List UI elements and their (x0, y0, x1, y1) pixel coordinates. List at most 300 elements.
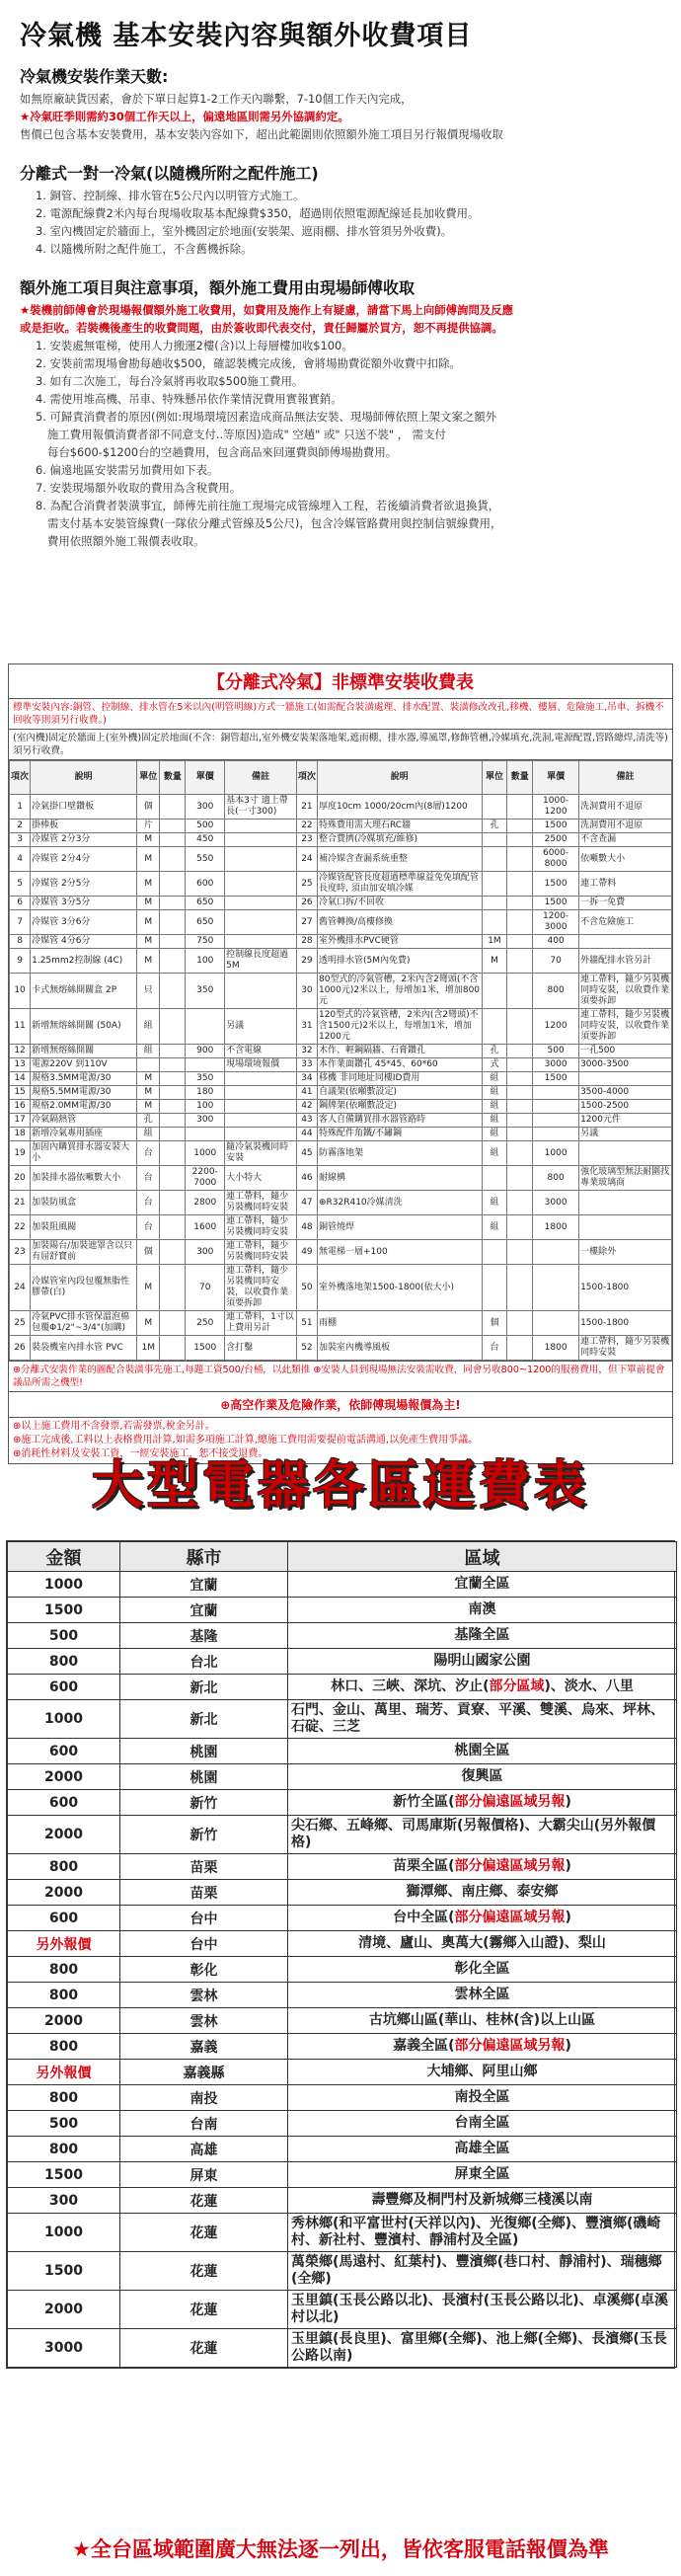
table-cell: 1200-3000 (533, 910, 579, 935)
table-cell: M (137, 897, 160, 910)
table-row (10, 1166, 672, 1191)
table-cell: 組 (137, 1045, 160, 1058)
split-item: 1. 銅管、控制線、排水管在5公尺內以明管方式施工。 (36, 189, 305, 202)
table-row (8, 2111, 677, 2137)
freight-amount: 1500 (8, 2162, 120, 2188)
table-cell: 22 (296, 820, 317, 833)
extra-item: 施工費用報價消費者卻不同意支付..等原因)造成" 空趟" 或" 只送不裝" ， 需支付 (47, 428, 446, 441)
table-cell: 7 (10, 910, 31, 935)
fee-table-header-cell: 項次 (296, 761, 317, 795)
table-cell: 防霧落地架 (317, 1141, 482, 1166)
table-row (10, 910, 672, 935)
table-cell: 台 (137, 1141, 160, 1166)
basic-lines (20, 90, 661, 143)
table-cell: 冷媒管 3分5分 (31, 897, 137, 910)
table-cell (507, 1141, 533, 1166)
table-cell: 18 (10, 1128, 31, 1141)
table-row (8, 1816, 677, 1854)
freight-amount: 2000 (8, 1816, 120, 1854)
table-row (10, 1128, 672, 1141)
table-row (8, 2329, 677, 2368)
table-cell (482, 974, 507, 1009)
freight-table-header (8, 1542, 677, 1572)
table-cell (482, 910, 507, 935)
table-cell (225, 935, 297, 949)
freight-city: 台南 (120, 2111, 288, 2137)
table-cell: 1200 (533, 1009, 579, 1045)
freight-city: 花蓮 (120, 2214, 288, 2252)
freight-amount: 500 (8, 1623, 120, 1649)
extra-heading: 額外施工項目與注意事項，額外施工費用由現場師傅收取 (20, 278, 416, 297)
freight-area-text: 陽明山國家公園 (433, 1653, 531, 1669)
split-heading: 分離式一對一冷氣(以隨機所附之配件施工) (20, 164, 319, 183)
table-cell (160, 949, 186, 974)
table-cell (160, 847, 186, 872)
table-cell (507, 1100, 533, 1114)
table-row (8, 2162, 677, 2188)
table-cell (225, 1114, 297, 1128)
table-cell: 6000-8000 (533, 847, 579, 872)
table-cell: 30 (296, 974, 317, 1009)
table-row (8, 1700, 677, 1739)
table-row (10, 1086, 672, 1100)
table-cell: 組 (137, 1009, 160, 1045)
freight-city: 台中 (120, 1931, 288, 1957)
table-cell: 120型式的冷氣管槽，2米內(含2彎頭)不含1500元)2米以上，每增加1米，增加1200元 (317, 1009, 482, 1045)
table-cell: 1200元件 (579, 1114, 672, 1128)
table-cell: 300 (186, 1114, 225, 1128)
table-cell (507, 897, 533, 910)
table-cell (507, 1240, 533, 1265)
table-cell: 21 (296, 795, 317, 820)
table-cell (160, 1240, 186, 1265)
freight-area (288, 1957, 677, 1983)
table-cell: 10 (10, 974, 31, 1009)
freight-area (288, 2111, 677, 2137)
table-cell (160, 1128, 186, 1141)
table-cell: 1.25mm2控制線 (4C) (31, 949, 137, 974)
table-cell: 1500-2500 (579, 1100, 672, 1114)
table-cell: 1800 (533, 1215, 579, 1240)
table-cell: 24 (296, 847, 317, 872)
freight-city: 花蓮 (120, 2188, 288, 2214)
table-cell: 連工帶料，隨少另裝機同時安裝 (225, 1240, 297, 1265)
extra-item: 1. 安裝處無電梯，使用人力搬運2樓(含)以上每層樓加收$100。 (36, 339, 353, 352)
table-cell: 台 (137, 1191, 160, 1215)
table-cell: 自議架(依噸數設定) (317, 1086, 482, 1100)
freight-city: 桃園 (120, 1739, 288, 1764)
table-cell: 強化玻璃型無法耐圍找專業玻璃商 (579, 1166, 672, 1191)
freight-city: 彰化 (120, 1957, 288, 1983)
freight-area-text: 新竹全區( (393, 1794, 455, 1810)
table-cell: 17 (10, 1114, 31, 1128)
table-row (10, 897, 672, 910)
freight-area-text: 大埔鄉、阿里山鄉 (426, 2064, 538, 2079)
table-cell: 室外機落地架1500-1800(依大小) (317, 1265, 482, 1311)
table-row (10, 1141, 672, 1166)
table-cell: 14 (10, 1072, 31, 1086)
split-block (20, 161, 661, 258)
table-cell (579, 1215, 672, 1240)
freight-city: 南投 (120, 2085, 288, 2111)
table-cell: 孔 (137, 1114, 160, 1128)
table-cell: 木作、輕鋼隔牆、石膏鑽孔 (317, 1045, 482, 1058)
table-cell (507, 833, 533, 847)
table-cell (482, 897, 507, 910)
top-section (0, 0, 681, 652)
table-cell (482, 847, 507, 872)
table-cell (533, 1240, 579, 1265)
table-cell (160, 872, 186, 897)
table-cell: 1500 (533, 1072, 579, 1086)
table-cell: 鋼牌架(依噸數設定) (317, 1100, 482, 1114)
table-cell: 耐線構 (317, 1166, 482, 1191)
fee-table-title: 【分離式冷氣】非標準安裝收費表 (9, 664, 672, 699)
table-cell (225, 820, 297, 833)
freight-amount: 1500 (8, 2252, 120, 2291)
table-cell: 連工帶料 (579, 872, 672, 897)
table-cell: 冷媒管配管長度超過標準線益免免填配管長度時, 須由加安填冷媒 (317, 872, 482, 897)
split-item: 2. 電源配線費2米內每台現場收取基本配線費$350，超過則依照電源配線延長加收費用。 (36, 206, 480, 220)
table-row (10, 820, 672, 833)
table-row (8, 2252, 677, 2291)
freight-city: 宜蘭 (120, 1598, 288, 1623)
table-cell (533, 1128, 579, 1141)
table-row (8, 2214, 677, 2252)
table-cell (579, 1072, 672, 1086)
table-cell (507, 1191, 533, 1215)
freight-header-cell: 金額 (8, 1542, 120, 1572)
table-cell: 冷媒管 3分6分 (31, 910, 137, 935)
table-cell (160, 1336, 186, 1361)
freight-amount: 另外報價 (8, 2060, 120, 2085)
table-cell: 洗洞費用不退原 (579, 795, 672, 820)
table-cell: 49 (296, 1240, 317, 1265)
table-cell (507, 1009, 533, 1045)
table-cell (533, 1114, 579, 1128)
freight-area-text: 林口、三峽、深坑、汐止( (331, 1678, 490, 1694)
freight-area (288, 1790, 677, 1816)
table-cell: 連工帶料，隨少另裝機同時安裝，以收費作業須要拆卸 (225, 1265, 297, 1311)
table-cell (507, 1128, 533, 1141)
table-row (10, 1058, 672, 1072)
fee-table-header-cell: 備註 (579, 761, 672, 795)
table-row (10, 1336, 672, 1361)
freight-area (288, 1700, 677, 1739)
table-cell: 一拆一免費 (579, 897, 672, 910)
freight-area-text: 獅潭鄉、南庄鄉、泰安鄉 (406, 1884, 559, 1900)
fee-table-header-cell: 單位 (482, 761, 507, 795)
fee-table-panel (8, 664, 673, 1464)
freight-area-text: 嘉義全區( (393, 2038, 455, 2054)
table-row (10, 1215, 672, 1240)
table-row (10, 1045, 672, 1058)
table-cell (160, 795, 186, 820)
table-cell: 13 (10, 1058, 31, 1072)
table-cell: 連工帶料，隨少另裝機同時安裝 (225, 1215, 297, 1240)
table-cell: 3000 (533, 1058, 579, 1072)
table-cell: 特殊配件角鐵/不鏽鋼 (317, 1128, 482, 1141)
table-cell: 另議 (225, 1009, 297, 1045)
table-cell (160, 910, 186, 935)
table-cell (225, 833, 297, 847)
freight-area (288, 2060, 677, 2085)
table-cell: 20 (10, 1166, 31, 1191)
freight-area (288, 1623, 677, 1649)
table-cell (160, 833, 186, 847)
table-cell: 加裝防風盒 (31, 1191, 137, 1215)
extra-item: 每台$600-$1200台的空趟費用，包含商品來回運費與師傅場勘費用。 (47, 445, 398, 459)
table-cell (160, 935, 186, 949)
table-cell (482, 872, 507, 897)
extra-block (20, 275, 661, 550)
table-cell: M (137, 949, 160, 974)
table-cell: 銅管燒焊 (317, 1215, 482, 1240)
table-cell: 掛棒板 (31, 820, 137, 833)
table-cell: 孔 (482, 820, 507, 833)
table-cell (225, 847, 297, 872)
table-cell: 雨棚 (317, 1311, 482, 1336)
table-cell: 厚度10cm 1000/20cm內(8層)1200 (317, 795, 482, 820)
table-cell (160, 1058, 186, 1072)
table-cell: 80型式的冷氣管槽，2米內含2彎頭(不含1000元)2米以上，每增加1米，增加800元 (317, 974, 482, 1009)
table-cell: 不含查漏 (579, 833, 672, 847)
freight-city: 苗栗 (120, 1854, 288, 1880)
freight-area-text: 宜蘭全區 (454, 1576, 510, 1592)
freight-city: 新北 (120, 1675, 288, 1700)
table-cell (225, 1072, 297, 1086)
freight-area (288, 2252, 677, 2291)
table-cell (482, 1240, 507, 1265)
table-cell (225, 1100, 297, 1114)
table-cell: 組 (482, 1215, 507, 1240)
freight-area (288, 1816, 677, 1854)
split-lines (20, 187, 661, 258)
table-cell: 1500-1800 (579, 1265, 672, 1311)
table-cell: 電源220V 到110V (31, 1058, 137, 1072)
table-cell (507, 872, 533, 897)
table-cell: 組 (482, 1086, 507, 1100)
table-cell: 52 (296, 1336, 317, 1361)
basic-line: ★冷氣旺季則需約30個工作天以上，偏遠地區則需另外協調約定。 (20, 110, 349, 123)
table-cell: 冷媒管 2分4分 (31, 847, 137, 872)
table-cell: 9 (10, 949, 31, 974)
freight-area-text: 苗栗全區( (393, 1858, 455, 1874)
table-cell (507, 1336, 533, 1361)
table-row (10, 1114, 672, 1128)
table-cell: 26 (10, 1336, 31, 1361)
table-cell: 750 (186, 935, 225, 949)
table-cell: 8 (10, 935, 31, 949)
fee-foot-line: ⊕施工完成後,工料以上表格費用計算,如需多項施工計算,總施工費用需要提前電話溝通,以免產生費用爭議。 (13, 1435, 479, 1445)
table-row (8, 1854, 677, 1880)
table-cell (482, 1166, 507, 1191)
fee-table-header-cell: 數量 (507, 761, 533, 795)
basic-block (20, 64, 661, 143)
table-cell: 22 (10, 1215, 31, 1240)
table-cell (579, 935, 672, 949)
freight-amount: 800 (8, 1957, 120, 1983)
freight-area-text: 壽豐鄉及桐門村及新城鄉三棧溪以南 (371, 2192, 593, 2208)
table-cell: 透明排水管(5M內免費) (317, 949, 482, 974)
table-cell (186, 1009, 225, 1045)
extra-item: 需支付基本安裝管線費(一隊依分離式管線及5公尺)，包含冷媒管路費用與控制信號線費用， (47, 516, 502, 530)
fee-table-header-cell: 備註 (225, 761, 297, 795)
table-cell (160, 1100, 186, 1114)
freight-city: 桃園 (120, 1764, 288, 1790)
freight-header-cell: 縣市 (120, 1542, 288, 1572)
freight-amount: 600 (8, 1906, 120, 1931)
extra-item: 6. 偏遠地區安裝需另加費用如下表。 (36, 463, 219, 477)
table-cell (507, 949, 533, 974)
table-cell: M (137, 1072, 160, 1086)
table-cell: 3000 (533, 1191, 579, 1215)
table-cell (225, 872, 297, 897)
freight-area-text: 南投全區 (454, 2089, 510, 2105)
freight-header-cell: 區域 (288, 1542, 677, 1572)
table-cell: 冷氣PVC排水管保溫泡棉包覆Φ1/2"~3/4"(加購) (31, 1311, 137, 1336)
freight-area-text: 石門、金山、萬里、瑞芳、貢寮、平溪、雙溪、烏來、坪林、石碇、三芝 (291, 1702, 664, 1735)
freight-table-body (8, 1572, 677, 2368)
table-cell: 25 (10, 1311, 31, 1336)
freight-city: 雲林 (120, 1983, 288, 2008)
table-row (10, 1240, 672, 1265)
table-cell (507, 1265, 533, 1311)
table-cell: M (137, 935, 160, 949)
table-cell: 5 (10, 872, 31, 897)
table-cell (533, 1086, 579, 1100)
table-cell (160, 1114, 186, 1128)
freight-city: 台北 (120, 1649, 288, 1675)
table-cell (507, 847, 533, 872)
table-cell: 冷氣掛口壁鑽板 (31, 795, 137, 820)
table-cell: 2800 (186, 1191, 225, 1215)
table-cell: 外牆配排水管另計 (579, 949, 672, 974)
table-cell: 組 (482, 1072, 507, 1086)
table-cell: M (137, 1311, 160, 1336)
table-cell: 1000 (533, 1141, 579, 1166)
table-row (10, 1009, 672, 1045)
table-cell: 片 (137, 820, 160, 833)
table-row (8, 1957, 677, 1983)
extra-warning-line: 或是拒收。若裝機後產生的收費問題，由於簽收即代表交付，責任歸屬於買方，恕不再提供協調。 (20, 321, 503, 335)
table-cell: 連工帶料，隨少另裝機同時安裝，以收費作業須要拆卸 (579, 1009, 672, 1045)
freight-amount: 600 (8, 1790, 120, 1816)
table-cell (160, 1141, 186, 1166)
split-item: 3. 室內機固定於牆面上，室外機固定於地面(安裝架、遮雨棚、排水管須另外收費)。 (36, 224, 453, 238)
table-cell (160, 1045, 186, 1058)
table-cell (160, 1191, 186, 1215)
fee-table-header-cell: 單價 (533, 761, 579, 795)
table-cell: 孔 (482, 1045, 507, 1058)
table-cell (160, 1215, 186, 1240)
table-row (8, 1931, 677, 1957)
table-cell: 隨冷氣裝機同時安裝 (225, 1141, 297, 1166)
freight-city: 嘉義縣 (120, 2060, 288, 2085)
table-cell: 依噸數大小 (579, 847, 672, 872)
freight-amount: 2000 (8, 2291, 120, 2329)
table-cell (160, 1086, 186, 1100)
table-cell (507, 1311, 533, 1336)
table-cell: 50 (296, 1265, 317, 1311)
table-row (10, 847, 672, 872)
table-cell: 基本3寸 適上帶長(一寸300) (225, 795, 297, 820)
freight-area-text: 台中全區( (393, 1910, 455, 1925)
table-cell (482, 1265, 507, 1311)
freight-area-text: 雲林全區 (454, 1987, 510, 2002)
table-row (8, 2188, 677, 2214)
freight-city: 嘉義 (120, 2034, 288, 2060)
freight-amount: 800 (8, 2137, 120, 2162)
table-cell: 連工帶料，1寸以上費用另計 (225, 1311, 297, 1336)
table-cell: 冷媒管 4分6分 (31, 935, 137, 949)
basic-heading: 冷氣機安裝作業天數: (20, 67, 169, 86)
table-cell: 個 (482, 1311, 507, 1336)
freight-area-text: 玉里鎮(玉長公路以北)、長濱村(玉長公路以北)、卓溪鄉(卓溪村以北) (291, 2293, 668, 2325)
freight-area-text: 部分區域 (489, 1678, 545, 1694)
table-cell: 250 (186, 1311, 225, 1336)
table-cell (160, 1072, 186, 1086)
table-cell: 組 (482, 1100, 507, 1114)
freight-table-panel (6, 1540, 675, 2369)
extra-item: 費用依照額外施工報價表收取。 (47, 534, 205, 548)
table-cell: 不含危險施工 (579, 910, 672, 935)
table-cell: 加裝陽台/加裝遮罩含以只有屈舒寶前 (31, 1240, 137, 1265)
freight-bottom-banner: ★全台區域範圍廣大無法逐一列出，皆依客服電話報價為準 (72, 2537, 609, 2561)
table-cell: 加裝排水器依噸數大小 (31, 1166, 137, 1191)
freight-amount: 3000 (8, 2329, 120, 2368)
table-cell: 室外機排水PVC硬管 (317, 935, 482, 949)
table-cell: 33 (296, 1058, 317, 1072)
table-cell: 43 (296, 1114, 317, 1128)
freight-area-text: 南澳 (468, 1601, 496, 1617)
table-cell: 冷媒管 2分5分 (31, 872, 137, 897)
table-cell: 一樓除外 (579, 1240, 672, 1265)
freight-area-text: 清境、廬山、奧萬大(霧鄉入山證)、梨山 (358, 1935, 606, 1951)
table-row (8, 1790, 677, 1816)
table-cell: 1M (137, 1336, 160, 1361)
table-cell (507, 1166, 533, 1191)
table-row (8, 2085, 677, 2111)
extra-item: 5. 可歸責消費者的原因(例如:現場環境因素造成商品無法安裝、現場師傅依照上架文案之額外 (36, 410, 497, 424)
table-cell: M (137, 1100, 160, 1114)
table-row (8, 1598, 677, 1623)
table-cell: 個 (137, 1240, 160, 1265)
freight-area-text: 部分偏遠區域另報 (454, 1794, 566, 1810)
table-cell: M (137, 833, 160, 847)
table-row (10, 833, 672, 847)
table-cell: 移機 非同地址同樓ID費用 (317, 1072, 482, 1086)
table-cell: 1M (482, 935, 507, 949)
table-row (8, 2137, 677, 2162)
freight-city: 雲林 (120, 2008, 288, 2034)
freight-area-text: 屏東全區 (454, 2166, 510, 2182)
fee-table-note-fixing: (室內機)固定於牆面上(室外機)固定於地面(不含：銅管超出,室外機安裝架落地架,遮雨棚、排水器,導風罩,修飾管槽,冷媒填充,洗洞,電源配置,管路總焊,清洗等)須另行收費。 (9, 730, 672, 760)
table-cell: 另議 (579, 1128, 672, 1141)
freight-area (288, 1598, 677, 1623)
freight-city: 花蓮 (120, 2291, 288, 2329)
table-cell: 500 (533, 1045, 579, 1058)
freight-area-text: )、淡水、八里 (544, 1678, 634, 1694)
table-cell: 6 (10, 897, 31, 910)
freight-area-text: 高雄全區 (454, 2141, 510, 2156)
table-cell: 特殊費用需大理石RC牆 (317, 820, 482, 833)
table-cell: 卡式無熔絲開關盒 2P (31, 974, 137, 1009)
split-item: 4. 以隨機所附之配件施工，不含舊機拆除。 (36, 242, 253, 256)
table-cell: 44 (296, 1128, 317, 1141)
table-row (8, 2034, 677, 2060)
table-cell: 350 (186, 1072, 225, 1086)
